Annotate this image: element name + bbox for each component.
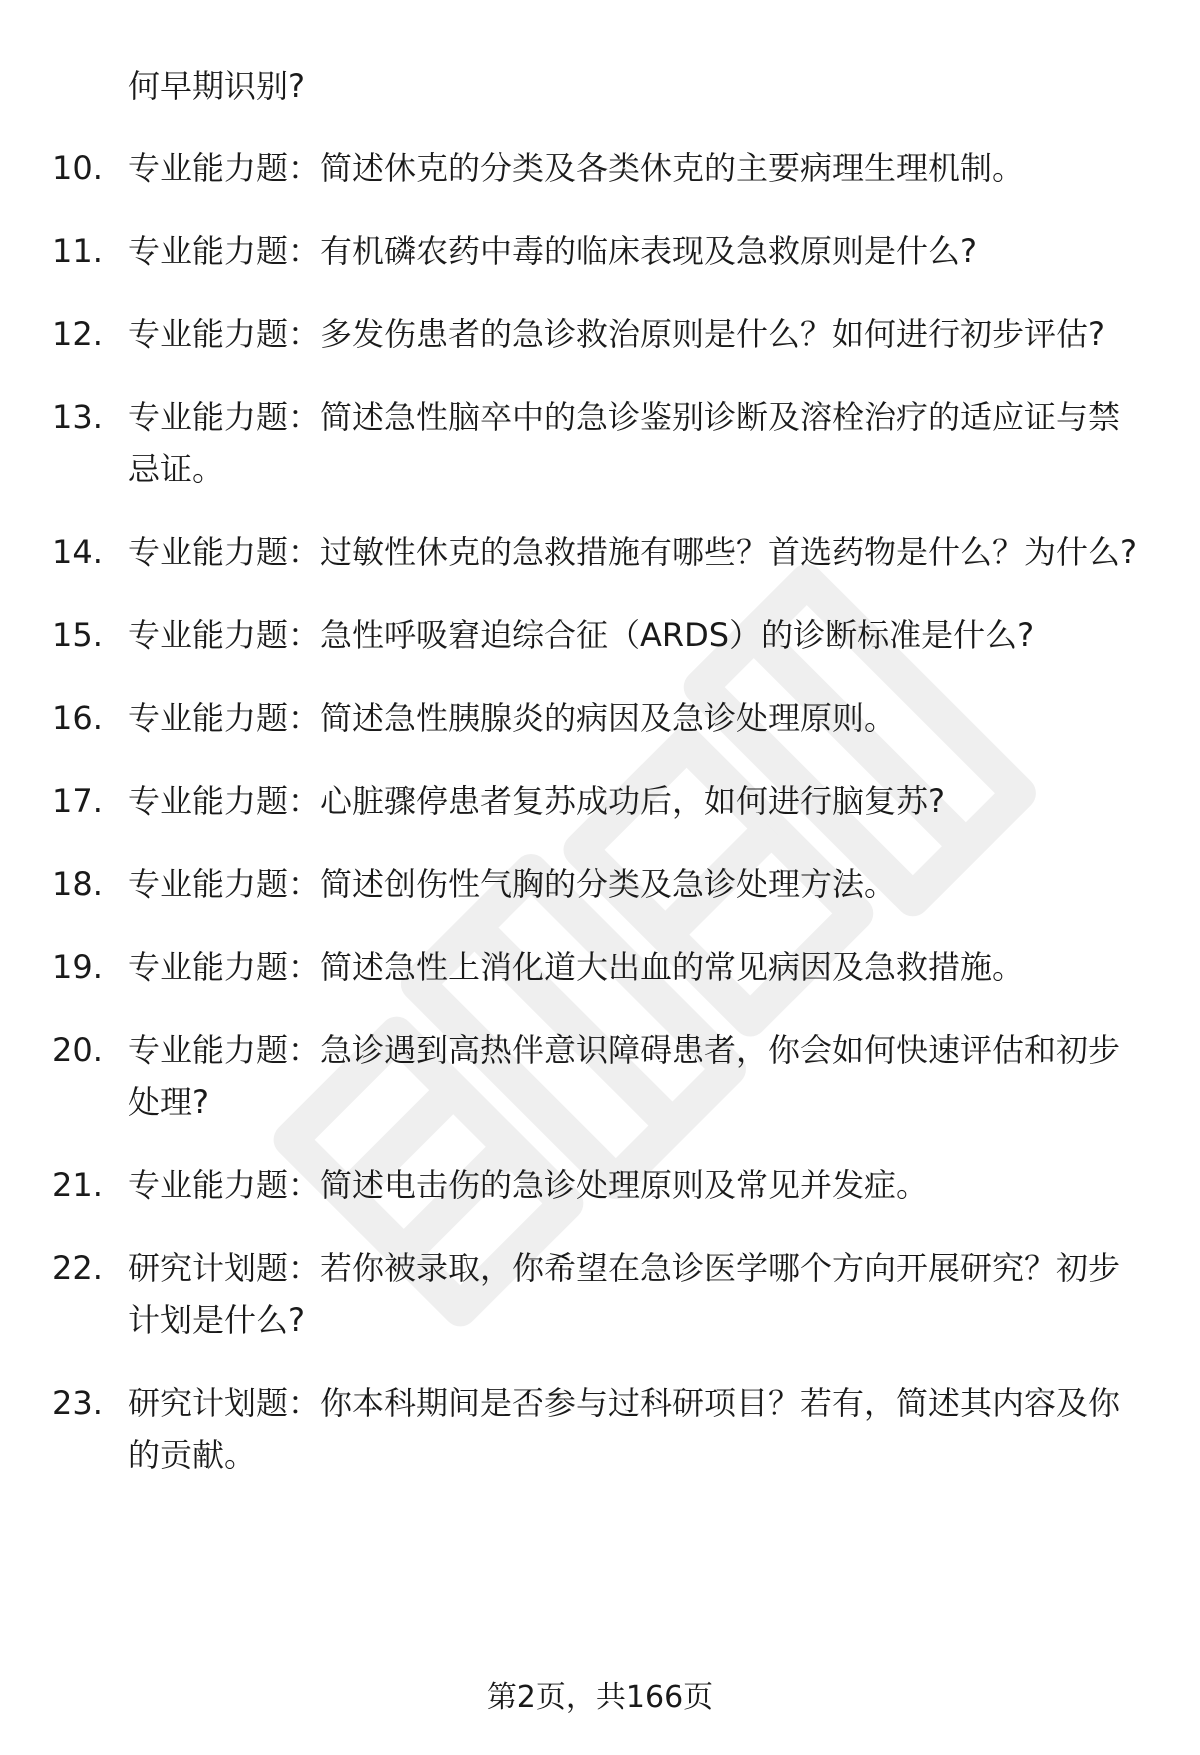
question-item [0,1377,1200,1481]
page-footer: 第2页，共166页 [486,1680,714,1715]
question-item [0,142,1200,194]
question-text: 专业能力题：心脏骤停患者复苏成功后，如何进行脑复苏? [128,782,945,820]
question-item [0,391,1200,495]
question-item [0,858,1200,910]
question-item [0,941,1200,993]
continuation-text: 何早期识别? [128,67,305,105]
question-text: 专业能力题：简述休克的分类及各类休克的主要病理生理机制。 [128,149,1025,187]
question-item [0,1159,1200,1211]
question-item [0,1242,1200,1346]
question-number: 19. [52,948,103,986]
question-item [0,1024,1200,1128]
question-number: 10. [52,149,103,187]
question-item [0,225,1200,277]
question-number: 20. [52,1031,103,1069]
question-item [0,609,1200,661]
question-number: 21. [52,1166,103,1204]
question-text: 专业能力题：简述创伤性气胸的分类及急诊处理方法。 [128,865,897,903]
question-item [0,308,1200,360]
question-text: 专业能力题：过敏性休克的急救措施有哪些？首选药物是什么？为什么? [128,533,1137,571]
question-text: 专业能力题：简述急性胰腺炎的病因及急诊处理原则。 [128,699,897,737]
question-text: 研究计划题：你本科期间是否参与过科研项目？若有，简述其内容及你的贡献。 [128,1384,1121,1474]
question-list [0,142,1200,1512]
question-text: 专业能力题：急诊遇到高热伴意识障碍患者，你会如何快速评估和初步处理? [128,1031,1121,1121]
question-number: 11. [52,232,103,270]
question-number: 12. [52,315,103,353]
question-text: 专业能力题：简述急性上消化道大出血的常见病因及急救措施。 [128,948,1025,986]
question-item [0,526,1200,578]
question-text: 专业能力题：简述电击伤的急诊处理原则及常见并发症。 [128,1166,929,1204]
question-number: 18. [52,865,103,903]
question-text: 专业能力题：急性呼吸窘迫综合征（ARDS）的诊断标准是什么? [128,616,1035,654]
question-number: 15. [52,616,103,654]
question-number: 17. [52,782,103,820]
question-text: 研究计划题：若你被录取，你希望在急诊医学哪个方向开展研究？初步计划是什么? [128,1249,1121,1339]
question-text: 专业能力题：有机磷农药中毒的临床表现及急救原则是什么? [128,232,977,270]
question-number: 14. [52,533,103,571]
question-text: 专业能力题：多发伤患者的急诊救治原则是什么？如何进行初步评估? [128,315,1105,353]
question-item [0,692,1200,744]
question-text: 专业能力题：简述急性脑卒中的急诊鉴别诊断及溶栓治疗的适应证与禁忌证。 [128,398,1121,488]
question-item [0,775,1200,827]
question-number: 23. [52,1384,103,1422]
question-number: 22. [52,1249,103,1287]
question-number: 13. [52,398,103,436]
question-number: 16. [52,699,103,737]
